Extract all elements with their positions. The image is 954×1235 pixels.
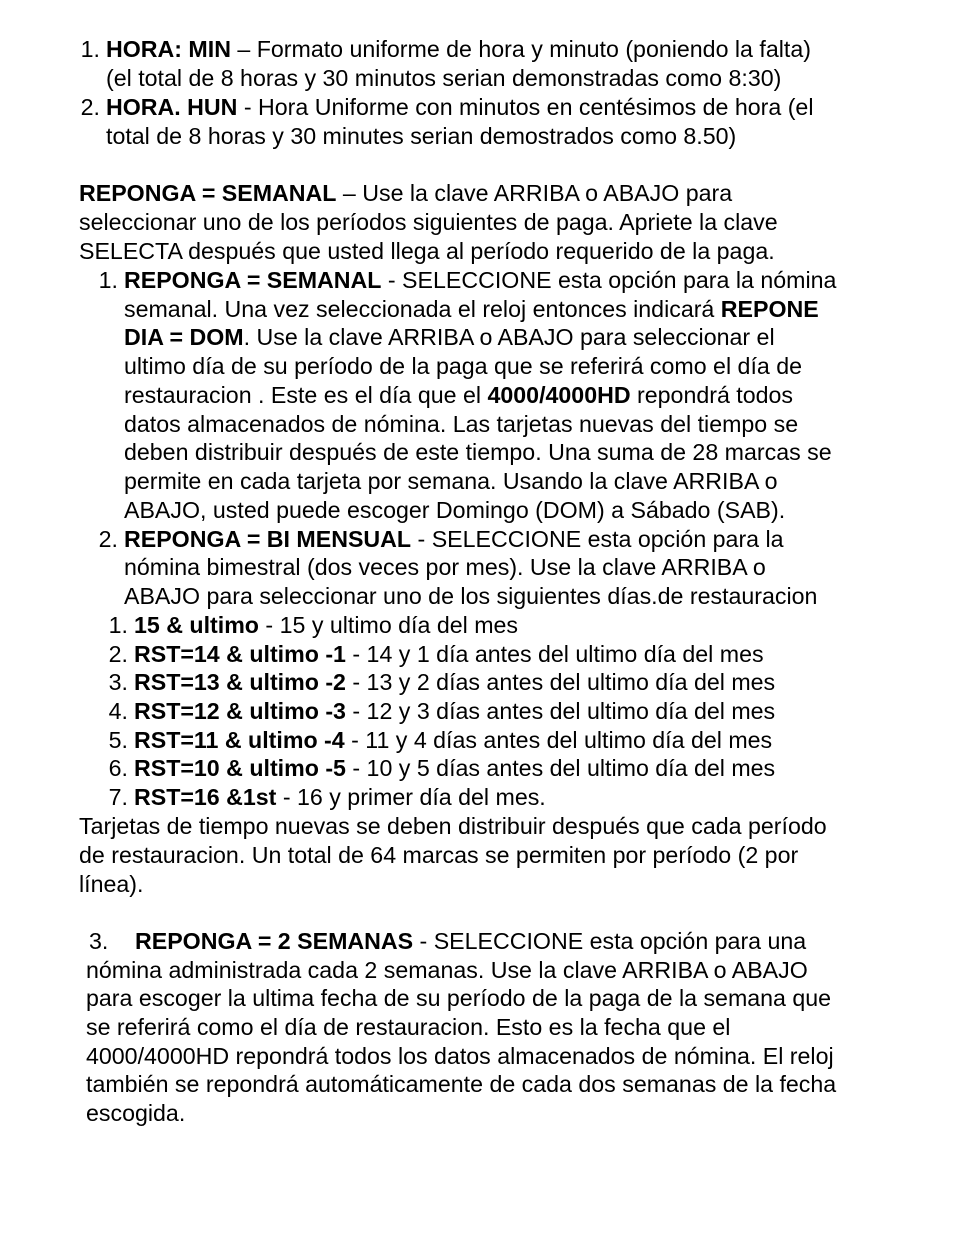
term-bold: HORA: MIN (106, 36, 231, 62)
term-bold: RST=11 & ultimo -4 (134, 727, 345, 753)
item-text: - 16 y primer día del mes. (276, 784, 546, 810)
list-item (134, 668, 775, 697)
option-line (124, 381, 793, 410)
option-line: ultimo día de su período de la paga que se referirá como el día de (124, 353, 803, 379)
paragraph-text: – Use la clave ARRIBA o ABAJO para (336, 180, 733, 206)
list-number: 6. (108, 755, 128, 781)
option-text: repondrá todos (630, 382, 794, 408)
term-bold: HORA. HUN (106, 94, 238, 120)
option-line (124, 295, 819, 324)
item-text: - 11 y 4 días antes del ultimo día del mes (344, 727, 773, 753)
option-line: nómina bimestral (dos veces por mes). Use la clave ARRIBA o (124, 554, 766, 580)
term-bold: 4000/4000HD (487, 382, 631, 408)
list-number: 2. (108, 641, 128, 667)
list-item (134, 640, 764, 669)
list-number: 1. (80, 36, 100, 62)
option-line: nómina administrada cada 2 semanas. Use la clave ARRIBA o ABAJO (86, 957, 808, 983)
option-line (135, 927, 806, 956)
list-item (134, 611, 518, 640)
term-bold: REPONGA = BI MENSUAL (124, 526, 412, 552)
option-line: para escoger la ultima fecha de su período de la paga de la semana que (86, 985, 832, 1011)
paragraph-line: SELECTA después que usted llega al período requerido de la paga. (79, 238, 775, 264)
list-number: 3. (108, 669, 128, 695)
list-item (134, 726, 772, 755)
item-text: - 10 y 5 días antes del ultimo día del mes (345, 755, 776, 781)
item-text: - 12 y 3 días antes del ultimo día del mes (345, 698, 776, 724)
paragraph-line: línea). (79, 871, 144, 897)
paragraph-line: de restauracion. Un total de 64 marcas se permiten por período (2 por (79, 842, 799, 868)
term-bold: REPONGA = 2 SEMANAS (135, 928, 414, 954)
list-number: 5. (108, 727, 128, 753)
item-text: - Hora Uniforme con minutos en centésimos de hora (el (237, 94, 814, 120)
option-line: datos almacenados de nómina. Las tarjetas nuevas del tiempo se (124, 411, 799, 437)
option-line (124, 525, 784, 554)
list-item-continuation: total de 8 horas y 30 minutes serian demostrados como 8.50) (106, 123, 737, 149)
list-number: 1. (98, 267, 118, 293)
list-number: 4. (108, 698, 128, 724)
option-line: permite en cada tarjeta por semana. Usando la clave ARRIBA o (124, 468, 778, 494)
option-text: semanal. Una vez seleccionada el reloj entonces indicará (124, 296, 721, 322)
option-line: deben distribuir después de este tiempo. Una suma de 28 marcas se (124, 439, 832, 465)
option-line: ABAJO, usted puede escoger Domingo (DOM) a Sábado (SAB). (124, 497, 786, 523)
option-text: . Use la clave ARRIBA o ABAJO para seleccionar el (243, 324, 775, 350)
option-text: restauracion . Este es el día que el (124, 382, 488, 408)
item-text: - 14 y 1 día antes del ultimo día del mes (345, 641, 764, 667)
option-text: - SELECCIONE esta opción para la nómina (381, 267, 837, 293)
option-text: - SELECCIONE esta opción para la (411, 526, 784, 552)
paragraph-line: Tarjetas de tiempo nuevas se deben distribuir después que cada período (79, 813, 827, 839)
option-line: ABAJO para seleccionar uno de los siguientes días.de restauracion (124, 583, 818, 609)
option-line: también se repondrá automáticamente de cada dos semanas de la fecha (86, 1071, 837, 1097)
term-bold: REPONE (720, 296, 819, 322)
list-number: 1. (108, 612, 128, 638)
option-line (124, 266, 836, 295)
option-text: - SELECCIONE esta opción para una (413, 928, 807, 954)
term-bold: RST=13 & ultimo -2 (134, 669, 346, 695)
item-text: - 13 y 2 días antes del ultimo día del mes (345, 669, 776, 695)
list-number: 7. (108, 784, 128, 810)
option-line: escogida. (86, 1100, 186, 1126)
term-bold: REPONGA = SEMANAL (79, 180, 337, 206)
term-bold: RST=12 & ultimo -3 (134, 698, 346, 724)
option-line: se referirá como el día de restauracion. Esto es la fecha que el (86, 1014, 731, 1040)
list-item-hora-min (106, 35, 811, 64)
list-number: 2. (80, 94, 100, 120)
list-item-hora-hun (106, 93, 813, 122)
term-bold: RST=10 & ultimo -5 (134, 755, 346, 781)
term-bold: REPONGA = SEMANAL (124, 267, 382, 293)
list-item-continuation: (el total de 8 horas y 30 minutos serian demonstradas como 8:30) (106, 65, 782, 91)
item-text: – Formato uniforme de hora y minuto (poniendo la falta) (230, 36, 811, 62)
list-item (134, 783, 546, 812)
option-line: 4000/4000HD repondrá todos los datos almacenados de nómina. El reloj (86, 1043, 834, 1069)
term-bold: RST=14 & ultimo -1 (134, 641, 346, 667)
term-bold: DIA = DOM (124, 324, 244, 350)
list-item (134, 697, 775, 726)
list-item (134, 754, 775, 783)
paragraph-line (79, 179, 732, 208)
list-number: 3. (89, 928, 109, 954)
option-line (124, 323, 775, 352)
term-bold: 15 & ultimo (134, 612, 259, 638)
paragraph-line: seleccionar uno de los períodos siguientes de paga. Apriete la clave (79, 209, 778, 235)
list-number: 2. (98, 526, 118, 552)
term-bold: RST=16 &1st (134, 784, 277, 810)
item-text: - 15 y ultimo día del mes (258, 612, 519, 638)
